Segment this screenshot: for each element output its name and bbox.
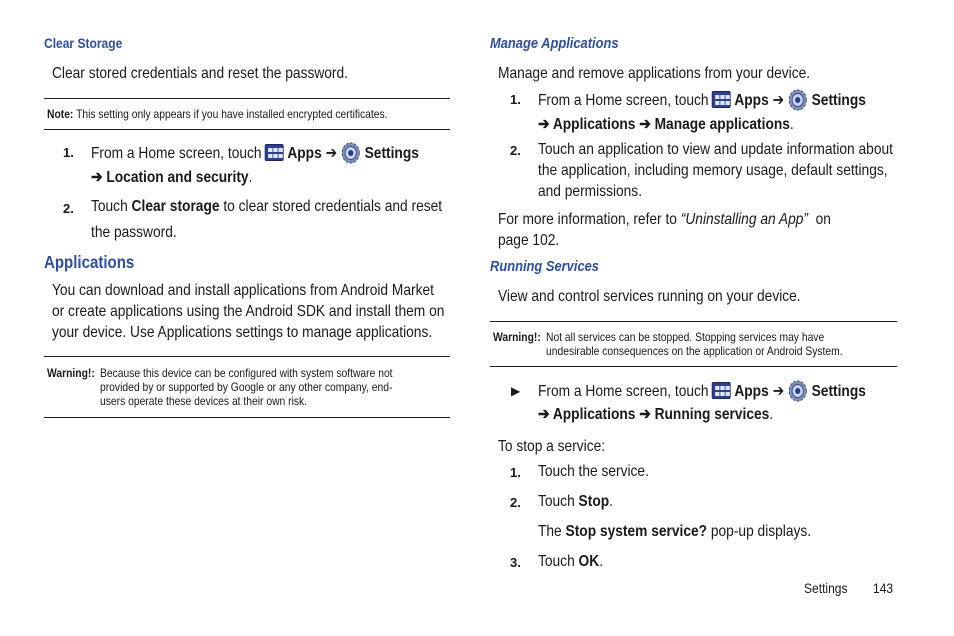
warning-text-right: Not all services can be stopped. Stopping services may have undesirable consequences on the application or Android System. [546, 330, 843, 358]
applications-heading: Applications [44, 252, 135, 272]
stop-step-1-text: Touch the service. [538, 463, 649, 480]
step-1-line-2: ➔ Location and security. [91, 169, 253, 186]
stop-step-2-subtext: The Stop system service? pop-up displays. [538, 523, 812, 540]
note-label: Note: [47, 107, 74, 121]
more-info-line-2: page 102. [498, 232, 560, 249]
note-block [47, 107, 443, 121]
apps-grid-icon [712, 91, 731, 108]
stop-step-1-number: 1. [510, 465, 521, 480]
warning-label-left: Warning!: [47, 366, 95, 380]
warning-text-left: Because this device can be configured with system software not provided by or supported by Google or any other company, end- users operate these devices at their own risk. [100, 366, 393, 408]
apps-grid-icon [712, 382, 731, 399]
location-security-target: Location and security [106, 169, 249, 186]
bullet-arrow-icon: ▶ [511, 384, 521, 398]
step-1-number: 1. [63, 145, 74, 160]
warning-top-rule [44, 356, 450, 357]
step-1-line-1: From a Home screen, touch Apps ➔ Settings [91, 141, 472, 165]
apps-grid-icon [265, 144, 284, 161]
stop-service-intro: To stop a service: [498, 438, 606, 455]
stop-step-2-number: 2. [510, 495, 521, 510]
running-step-line-2: ➔ Applications ➔ Running services. [538, 406, 774, 423]
stop-step-3-number: 3. [510, 555, 521, 570]
manage-step-1-number: 1. [510, 92, 521, 107]
manage-applications-heading: Manage Applications [490, 35, 619, 52]
manage-applications-description: Manage and remove applications from your device. [498, 65, 811, 82]
uninstalling-app-reference[interactable]: “Uninstalling an App” [680, 211, 809, 228]
settings-gear-icon [788, 379, 809, 403]
manage-step-1-line-1: From a Home screen, touch Apps ➔ Settings [538, 88, 919, 112]
running-services-heading: Running Services [490, 258, 599, 275]
right-warning-bottom-rule [490, 366, 897, 367]
warning-label-right: Warning!: [493, 330, 541, 344]
applications-paragraph: You can download and install applications from Android Market or create applications using the Android SDK and install them on your device. Use Applications settings to manage applications. [52, 282, 445, 341]
footer-section: Settings [804, 580, 848, 596]
stop-step-2-text: Touch Stop. [538, 493, 613, 510]
step-2-line-1: Touch Clear storage to clear stored credentials and reset [91, 198, 443, 215]
footer-page-number: 143 [873, 580, 894, 596]
running-services-description: View and control services running on your device. [498, 288, 801, 305]
running-step-line-1: From a Home screen, touch Apps ➔ Settings [538, 379, 919, 403]
settings-gear-icon [341, 141, 362, 165]
note-text: This setting only appears if you have installed encrypted certificates. [76, 107, 388, 121]
clear-storage-description: Clear stored credentials and reset the password. [52, 65, 349, 82]
right-warning-top-rule [490, 321, 897, 322]
settings-gear-icon [788, 88, 809, 112]
note-bottom-rule [44, 129, 450, 130]
stop-step-3-text: Touch OK. [538, 553, 604, 570]
manage-step-1-line-2: ➔ Applications ➔ Manage applications. [538, 116, 794, 133]
manage-step-2-text: Touch an application to view and update information about the application, including memory usage, default settings, and permissions. [538, 141, 893, 200]
step-2-line-2: the password. [91, 224, 177, 241]
note-top-rule [44, 98, 450, 99]
warning-bottom-rule [44, 417, 450, 418]
step-2-number: 2. [63, 201, 74, 216]
clear-storage-heading: Clear Storage [44, 35, 123, 51]
more-info-line-1: For more information, refer to “Uninstalling an App” on [498, 211, 831, 228]
manage-step-2-number: 2. [510, 143, 521, 158]
